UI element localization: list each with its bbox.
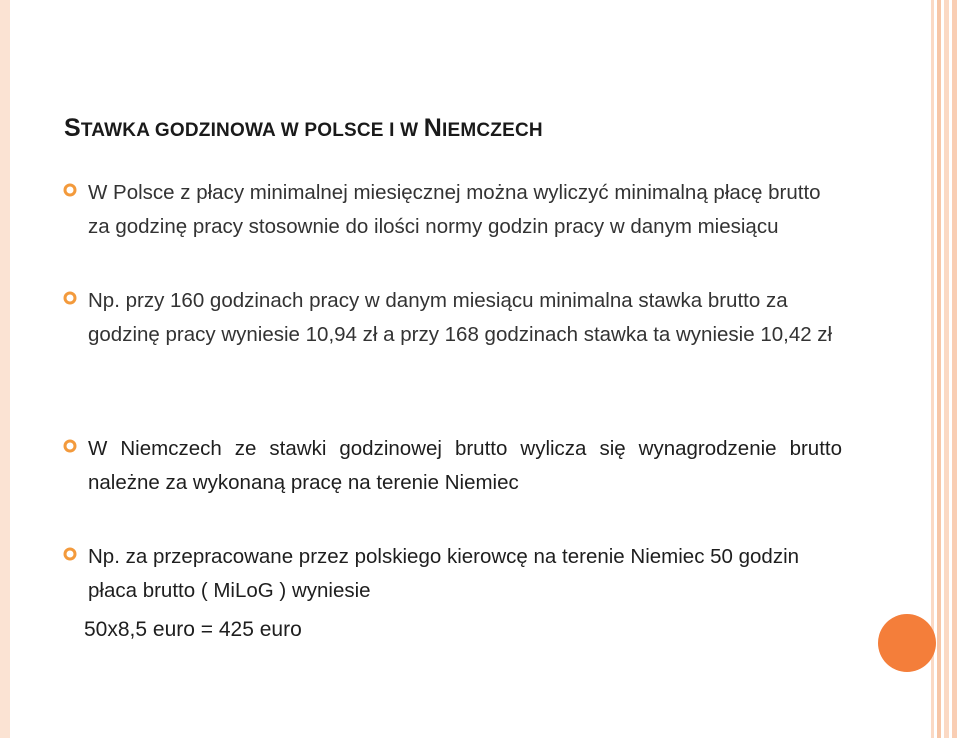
bullet-text: Np. przy 160 godzinach pracy w danym miesiącu minimalna stawka brutto za godzinę pracy wyniesie 10,94 zł a przy 168 godzinach stawka ta wyniesie 10,42 zł	[88, 289, 833, 346]
bullet-ring-icon	[62, 438, 78, 454]
bullet-ring-icon	[62, 182, 78, 198]
title-initial: N	[423, 114, 442, 142]
calculation-result: 50x8,5 euro = 425 euro	[84, 618, 302, 641]
title-text: IEMCZECH	[442, 120, 543, 141]
bullet-ring-icon	[62, 290, 78, 306]
left-decor-bar	[0, 0, 10, 738]
decor-circle	[878, 614, 936, 672]
bullet-item	[62, 284, 842, 352]
title-text: TAWKA GODZINOWA W POLSCE I W	[80, 120, 424, 141]
title-initial: S	[64, 114, 81, 142]
bullet-ring-icon	[62, 546, 78, 562]
bullet-item	[62, 432, 842, 500]
bullet-text: Np. za przepracowane przez polskiego kierowcę na terenie Niemiec 50 godzin płaca brutto ( MiLoG ) wyniesie	[88, 545, 800, 602]
decor-stripe	[937, 0, 941, 738]
bullet-item	[62, 540, 842, 608]
bullet-text: W Polsce z płacy minimalnej miesięcznej można wyliczyć minimalną płacę brutto za godzinę pracy stosownie do ilości normy godzin pracy w danym miesiącu	[88, 181, 821, 238]
decor-stripe	[944, 0, 949, 738]
decor-stripe	[952, 0, 957, 738]
slide-title	[64, 114, 543, 143]
bullet-text: W Niemczech ze stawki godzinowej brutto wylicza się wynagrodzenie brutto należne za wykonaną pracę na terenie Niemiec	[88, 437, 842, 494]
bullet-item	[62, 176, 842, 244]
